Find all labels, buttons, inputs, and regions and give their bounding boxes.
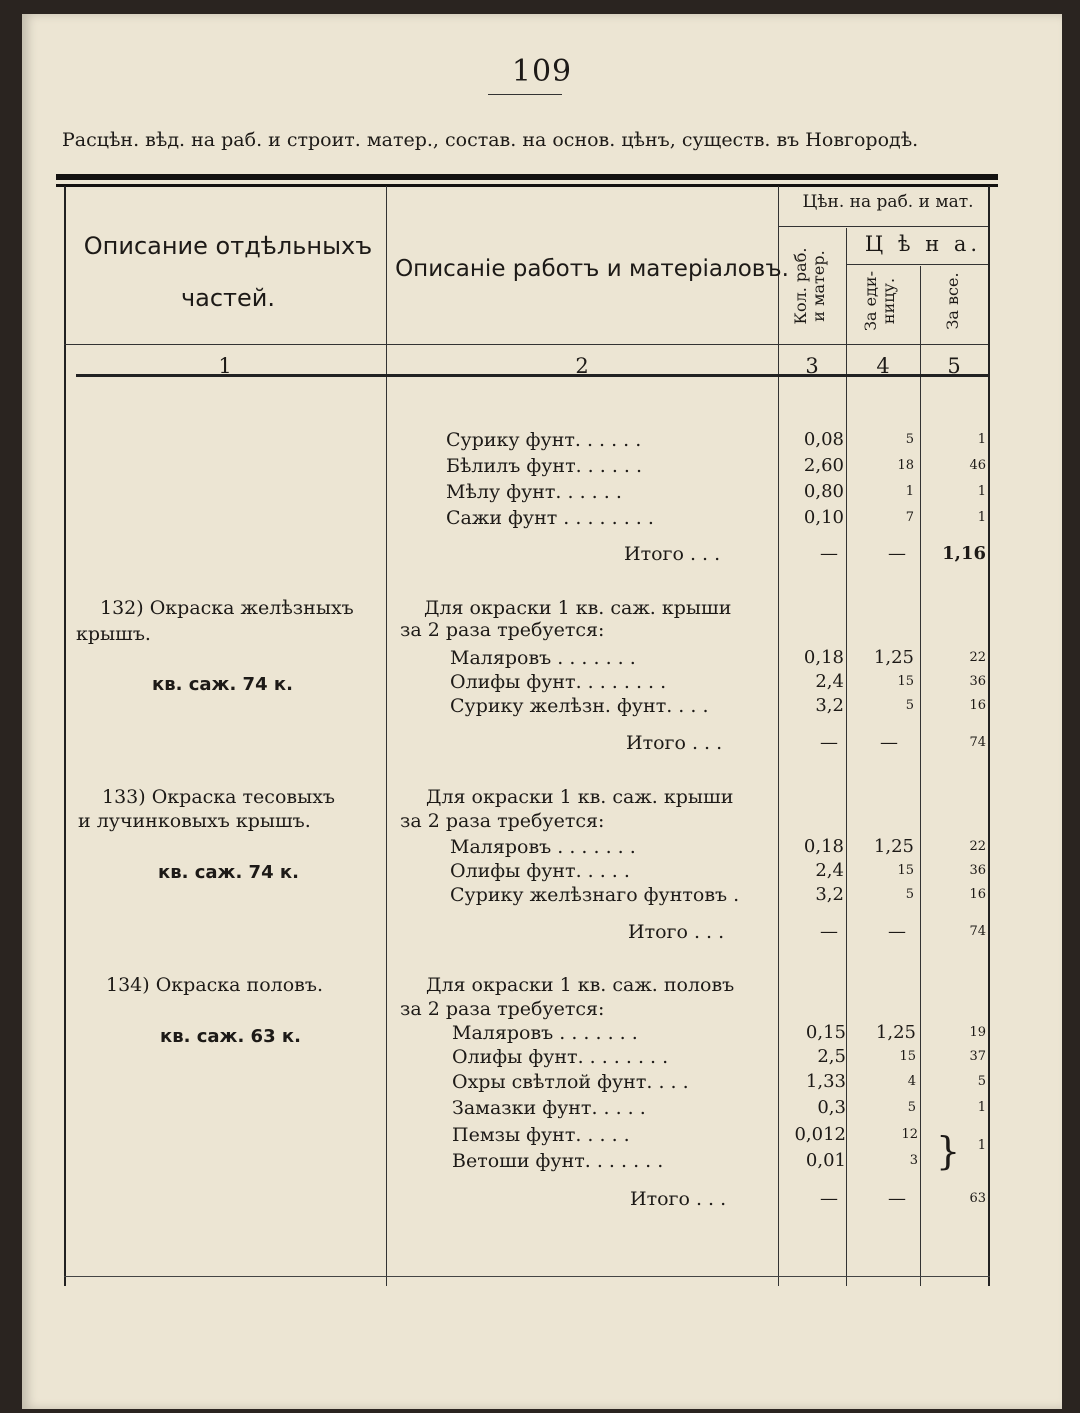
col4-divider xyxy=(920,266,921,1286)
section-price: кв. саж. 74 к. xyxy=(152,674,293,695)
list-item: Маляровъ . . . . . . . xyxy=(452,1022,638,1044)
unit-price-cell: 5 xyxy=(905,887,914,902)
header-col1-line1: Описание отдѣльныхъ xyxy=(83,232,373,260)
list-item: Маляровъ . . . . . . . xyxy=(450,647,636,669)
unit-price-cell: — xyxy=(888,921,906,942)
unit-price-cell: 1 xyxy=(905,484,914,499)
section-intro: Для окраски 1 кв. саж. крыши xyxy=(424,597,732,619)
header-price-group: Цѣн. на раб. и мат. xyxy=(802,192,974,212)
top-thick-rule xyxy=(56,174,998,180)
header-price-sub: Ц ѣ н а. xyxy=(864,232,982,256)
total-cell: 74 xyxy=(969,735,986,750)
total-cell: 1 xyxy=(977,510,986,525)
qty-cell: 0,15 xyxy=(805,1022,846,1043)
unit-price-cell: 7 xyxy=(905,510,914,525)
section-title: 132) Окраска желѣзныхъ xyxy=(100,597,354,619)
total-cell: 1 xyxy=(977,432,986,447)
header-col3-line1: Кол. раб. xyxy=(791,247,810,325)
col-number-4: 4 xyxy=(876,354,890,378)
unit-price-cell: 18 xyxy=(897,458,914,473)
unit-price-cell: — xyxy=(888,1188,906,1209)
list-item: Олифы фунт. . . . . . . . xyxy=(452,1046,669,1068)
total-cell: 22 xyxy=(969,650,986,665)
qty-cell: 2,5 xyxy=(817,1046,846,1067)
qty-cell: 0,3 xyxy=(817,1097,846,1118)
list-item: Охры свѣтлой фунт. . . . xyxy=(452,1071,689,1093)
total-cell: 74 xyxy=(969,924,986,939)
qty-cell: 0,08 xyxy=(803,429,844,450)
section-price: кв. саж. 63 к. xyxy=(160,1026,301,1047)
total-cell: 1 xyxy=(977,1138,986,1153)
col-number-5: 5 xyxy=(947,354,961,378)
list-item: Сурику желѣзнаго фунтовъ . xyxy=(450,884,740,906)
qty-cell: 0,18 xyxy=(803,647,844,668)
qty-cell: 3,2 xyxy=(815,884,844,905)
unit-price-cell: 1,25 xyxy=(873,647,914,668)
unit-price-cell: 5 xyxy=(905,698,914,713)
table-right-border xyxy=(988,186,990,1286)
total-cell: 1,16 xyxy=(942,543,986,564)
unit-price-cell: 15 xyxy=(899,1049,916,1064)
section-intro: за 2 раза требуется: xyxy=(400,619,605,641)
qty-cell: 2,60 xyxy=(803,455,844,476)
col-number-2: 2 xyxy=(575,354,589,378)
unit-price-cell: 4 xyxy=(907,1074,916,1089)
total-cell: 36 xyxy=(969,674,986,689)
table-bottom-rule xyxy=(64,1276,990,1277)
header-col2: Описаніе работъ и матеріаловъ. xyxy=(395,256,789,282)
list-item: Маляровъ . . . . . . . xyxy=(450,836,636,858)
col1-divider xyxy=(386,186,387,1286)
table-left-border xyxy=(64,186,66,1286)
section-intro: за 2 раза требуется: xyxy=(400,998,605,1020)
header-col4 xyxy=(862,266,898,336)
page-number-rule xyxy=(488,94,562,95)
list-item: Олифы фунт. . . . . . . . xyxy=(450,671,667,693)
scanned-page xyxy=(22,14,1062,1409)
unit-price-cell: 1,25 xyxy=(873,836,914,857)
total-cell: 1 xyxy=(977,484,986,499)
total-cell: 46 xyxy=(969,458,986,473)
list-item: Пемзы фунт. . . . . xyxy=(452,1124,630,1146)
qty-cell: 2,4 xyxy=(815,860,844,881)
unit-price-cell: 3 xyxy=(909,1153,918,1168)
section-title: и лучинковыхъ крышъ. xyxy=(78,810,311,832)
qty-cell: 0,18 xyxy=(803,836,844,857)
itogo-label: Итого . . . xyxy=(630,1188,727,1210)
header-col3-line2: и матер. xyxy=(809,250,828,322)
page-number: 109 xyxy=(511,54,573,89)
qty-cell: 2,4 xyxy=(815,671,844,692)
top-thin-rule xyxy=(56,184,998,187)
total-cell: 22 xyxy=(969,839,986,854)
col-number-3: 3 xyxy=(805,354,819,378)
qty-cell: 1,33 xyxy=(805,1071,846,1092)
list-item: Сажи фунт . . . . . . . . xyxy=(446,507,654,529)
itogo-label: Итого . . . xyxy=(628,921,725,943)
header-bottom-rule xyxy=(64,344,988,345)
header-col3 xyxy=(792,236,828,336)
total-cell: 16 xyxy=(969,698,986,713)
section-title: крышъ. xyxy=(76,623,151,645)
qty-cell: 0,01 xyxy=(805,1150,846,1171)
header-col1-line2: частей. xyxy=(180,284,276,312)
total-cell: 19 xyxy=(969,1025,986,1040)
section-intro: Для окраски 1 кв. саж. половъ xyxy=(426,974,735,996)
header-col4-line1: За еди- xyxy=(861,271,880,331)
col-number-1: 1 xyxy=(218,354,232,378)
list-item: Ветоши фунт. . . . . . . xyxy=(452,1150,664,1172)
section-intro: за 2 раза требуется: xyxy=(400,810,605,832)
price-group-rule xyxy=(778,226,988,227)
qty-cell: 0,012 xyxy=(794,1124,846,1145)
qty-cell: — xyxy=(820,732,838,753)
qty-cell: 3,2 xyxy=(815,695,844,716)
qty-cell: — xyxy=(820,921,838,942)
unit-price-cell: 5 xyxy=(905,432,914,447)
total-cell: 16 xyxy=(969,887,986,902)
qty-cell: — xyxy=(820,1188,838,1209)
list-item: Бѣлилъ фунт. . . . . . xyxy=(446,455,643,477)
running-title: Расцѣн. вѣд. на раб. и строит. матер., состав. на основ. цѣнъ, существ. въ Новгородѣ. xyxy=(62,129,919,151)
header-col5-line1: За все. xyxy=(943,272,962,330)
total-cell: 1 xyxy=(977,1100,986,1115)
section-price: кв. саж. 74 к. xyxy=(158,862,299,883)
qty-cell: 0,80 xyxy=(803,481,844,502)
list-item: Сурику фунт. . . . . . xyxy=(446,429,642,451)
brace-glyph: } xyxy=(936,1129,961,1173)
unit-price-cell: — xyxy=(888,543,906,564)
itogo-label: Итого . . . xyxy=(626,732,723,754)
qty-cell: 0,10 xyxy=(803,507,844,528)
total-cell: 36 xyxy=(969,863,986,878)
list-item: Сурику желѣзн. фунт. . . . xyxy=(450,695,709,717)
unit-price-cell: — xyxy=(880,732,898,753)
total-cell: 63 xyxy=(969,1191,986,1206)
qty-cell: — xyxy=(820,543,838,564)
total-cell: 37 xyxy=(969,1049,986,1064)
section-title: 133) Окраска тесовыхъ xyxy=(102,786,336,808)
list-item: Мѣлу фунт. . . . . . xyxy=(446,481,622,503)
section-intro: Для окраски 1 кв. саж. крыши xyxy=(426,786,734,808)
section-title: 134) Окраска половъ. xyxy=(106,974,323,996)
unit-price-cell: 5 xyxy=(907,1100,916,1115)
header-col4-line2: ницу. xyxy=(879,277,898,325)
unit-price-cell: 15 xyxy=(897,863,914,878)
price-sub-rule xyxy=(846,264,988,265)
total-cell: 5 xyxy=(977,1074,986,1089)
list-item: Олифы фунт. . . . . xyxy=(450,860,630,882)
header-col5 xyxy=(944,266,962,336)
unit-price-cell: 15 xyxy=(897,674,914,689)
list-item: Замазки фунт. . . . . xyxy=(452,1097,646,1119)
header-col1 xyxy=(74,220,382,324)
unit-price-cell: 1,25 xyxy=(875,1022,916,1043)
unit-price-cell: 12 xyxy=(901,1127,918,1142)
itogo-label: Итого . . . xyxy=(624,543,721,565)
